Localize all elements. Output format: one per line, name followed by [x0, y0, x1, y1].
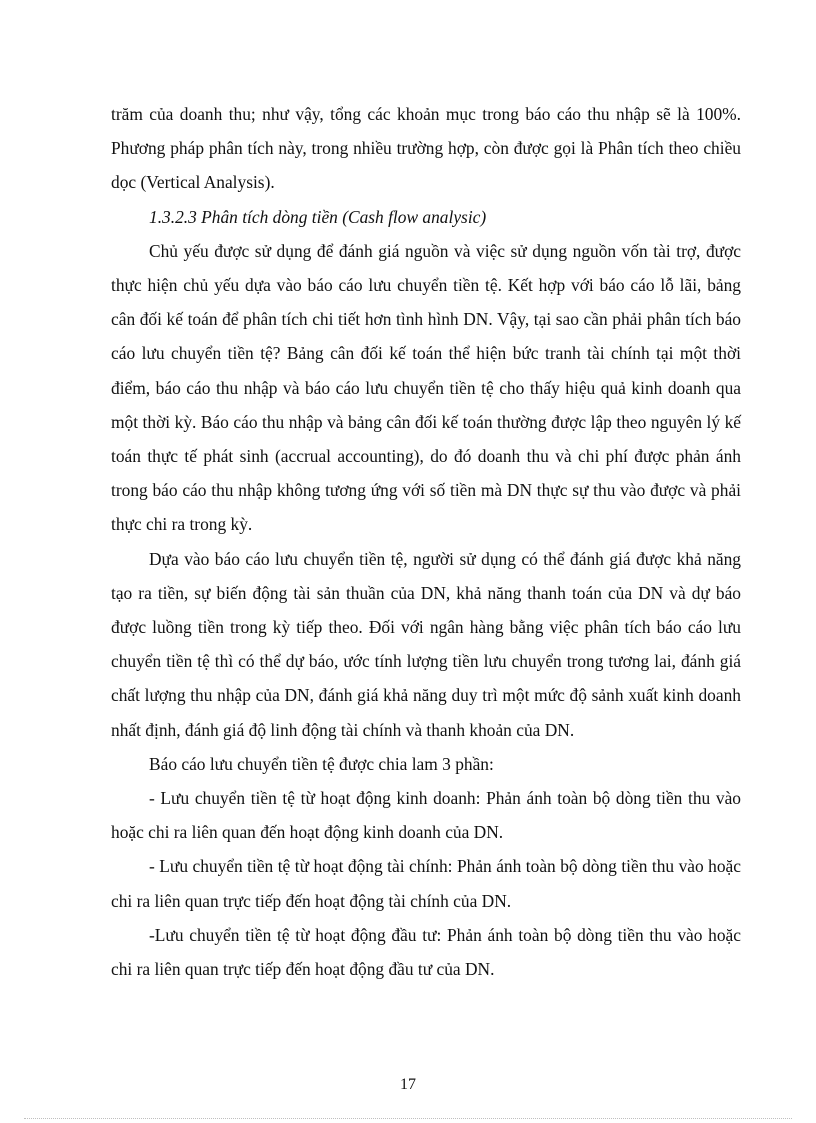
- paragraph-cash-flow-purpose: Chủ yếu được sử dụng để đánh giá nguồn và việc sử dụng nguồn vốn tài trợ, được thực hiện chủ yếu dựa vào báo cáo lưu chuyển tiền tệ. Kết hợp với báo cáo lỗ lãi, bảng cân đối kế toán để phân tích chi tiết hơn tình hình DN. Vậy, tại sao cần phải phân tích báo cáo lưu chuyển tiền tệ? Bảng cân đối kế toán thể hiện bức tranh tài chính tại một thời điểm, báo cáo thu nhập và báo cáo lưu chuyển tiền tệ cho thấy hiệu quả kinh doanh qua một thời kỳ. Báo cáo thu nhập và bảng cân đối kế toán thường được lập theo nguyên lý kế toán thực tế phát sinh (accrual accounting), do đó doanh thu và chi phí được phản ánh trong báo cáo thu nhập không tương ứng với số tiền mà DN thực sự thu vào được và phải thực chi ra trong kỳ.: [111, 240, 741, 535]
- section-heading: 1.3.2.3 Phân tích dòng tiền (Cash flow analysic): [149, 206, 487, 227]
- paragraph-cash-flow-usage: Dựa vào báo cáo lưu chuyển tiền tệ, người sử dụng có thể đánh giá được khả năng tạo ra tiền, sự biến động tài sản thuần của DN, khả năng thanh toán của DN và dự báo được luồng tiền trong kỳ tiếp theo. Đối với ngân hàng bằng việc phân tích báo cáo lưu chuyển tiền tệ thì có thể dự báo, ước tính lượng tiền lưu chuyển trong tương lai, đánh giá chất lượng thu nhập của DN, đánh giá khả năng duy trì một mức độ sảnh xuất kinh doanh nhất định, đánh giá độ linh động tài chính và thanh khoản của DN.: [111, 548, 741, 740]
- list-item-investing: -Lưu chuyển tiền tệ từ hoạt động đầu tư: Phản ánh toàn bộ dòng tiền thu vào hoặc chi ra liên quan trực tiếp đến hoạt động đầu tư của DN.: [111, 924, 741, 980]
- list-item-operating: - Lưu chuyển tiền tệ từ hoạt động kinh doanh: Phản ánh toàn bộ dòng tiền thu vào hoặc chi ra liên quan đến hoạt động kinh doanh của DN.: [111, 788, 741, 843]
- page-number: 17: [400, 1076, 416, 1093]
- page-body: [111, 97, 741, 986]
- paragraph-continuation: trăm của doanh thu; như vậy, tổng các khoản mục trong báo cáo thu nhập sẽ là 100%. Phương pháp phân tích này, trong nhiều trường hợp, còn được gọi là Phân tích theo chiều dọc (Vertical Analysis).: [111, 104, 741, 193]
- paragraph-cash-flow-parts: Báo cáo lưu chuyển tiền tệ được chia lam 3 phần:: [149, 753, 494, 774]
- page-bottom-divider: [24, 1118, 792, 1119]
- list-item-financing: - Lưu chuyển tiền tệ từ hoạt động tài chính: Phản ánh toàn bộ dòng tiền thu vào hoặc chi ra liên quan trực tiếp đến hoạt động tài chính của DN.: [111, 856, 741, 911]
